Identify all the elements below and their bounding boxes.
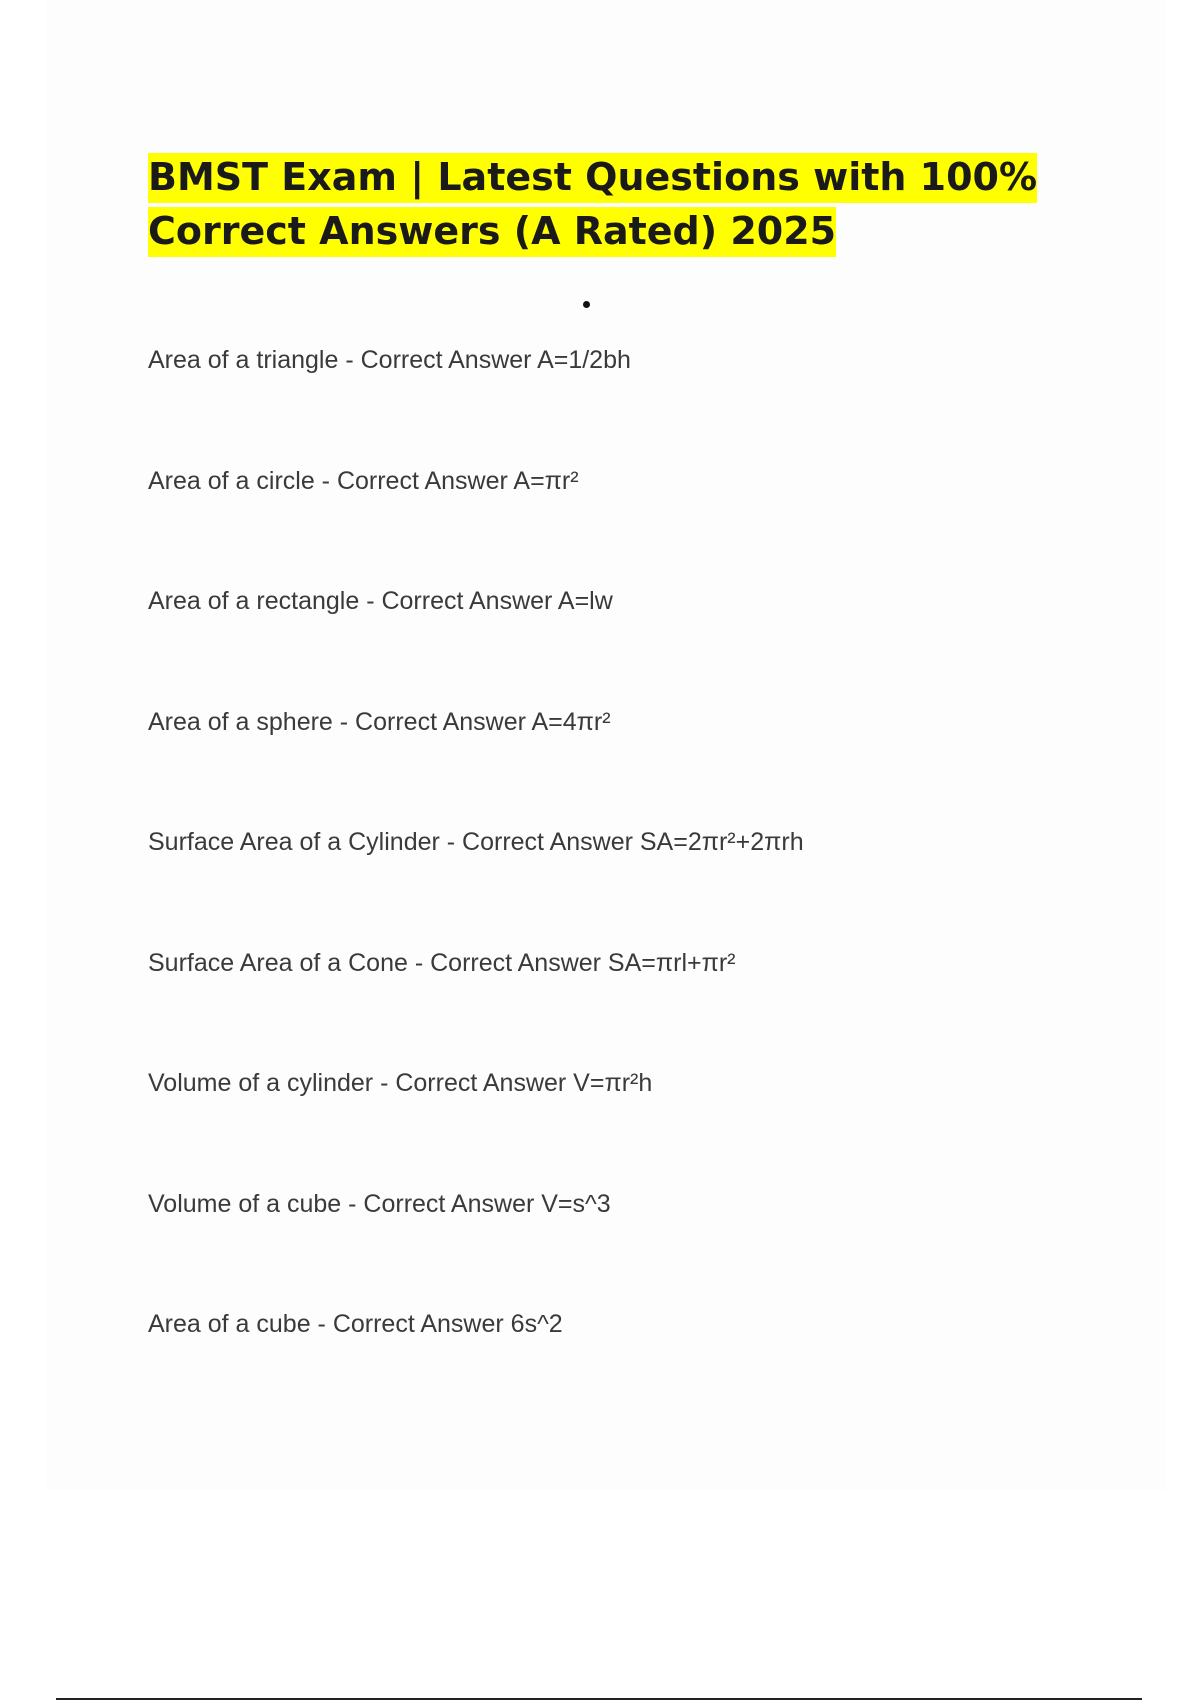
document-title (148, 150, 1108, 258)
title-highlight: BMST Exam | Latest Questions with 100% Correct Answers (A Rated) 2025 (148, 153, 1037, 257)
qa-item-triangle-area: Area of a triangle - Correct Answer A=1/2bh (148, 346, 631, 374)
bullet-point (583, 301, 590, 308)
qa-item-cone-surface-area: Surface Area of a Cone - Correct Answer SA=πrl+πr² (148, 948, 736, 977)
qa-list (148, 338, 804, 1423)
qa-item-cylinder-volume: Volume of a cylinder - Correct Answer V=πr²h (148, 1069, 653, 1097)
qa-item-rectangle-area: Area of a rectangle - Correct Answer A=lw (148, 587, 613, 615)
qa-item-cylinder-surface-area: Surface Area of a Cylinder - Correct Answer SA=2πr²+2πrh (148, 828, 804, 856)
qa-item-cube-area: Area of a cube - Correct Answer 6s^2 (148, 1310, 563, 1338)
qa-item-cube-volume: Volume of a cube - Correct Answer V=s^3 (148, 1189, 611, 1218)
qa-item-circle-area: Area of a circle - Correct Answer A=πr² (148, 466, 579, 495)
qa-item-sphere-area: Area of a sphere - Correct Answer A=4πr² (148, 707, 611, 736)
